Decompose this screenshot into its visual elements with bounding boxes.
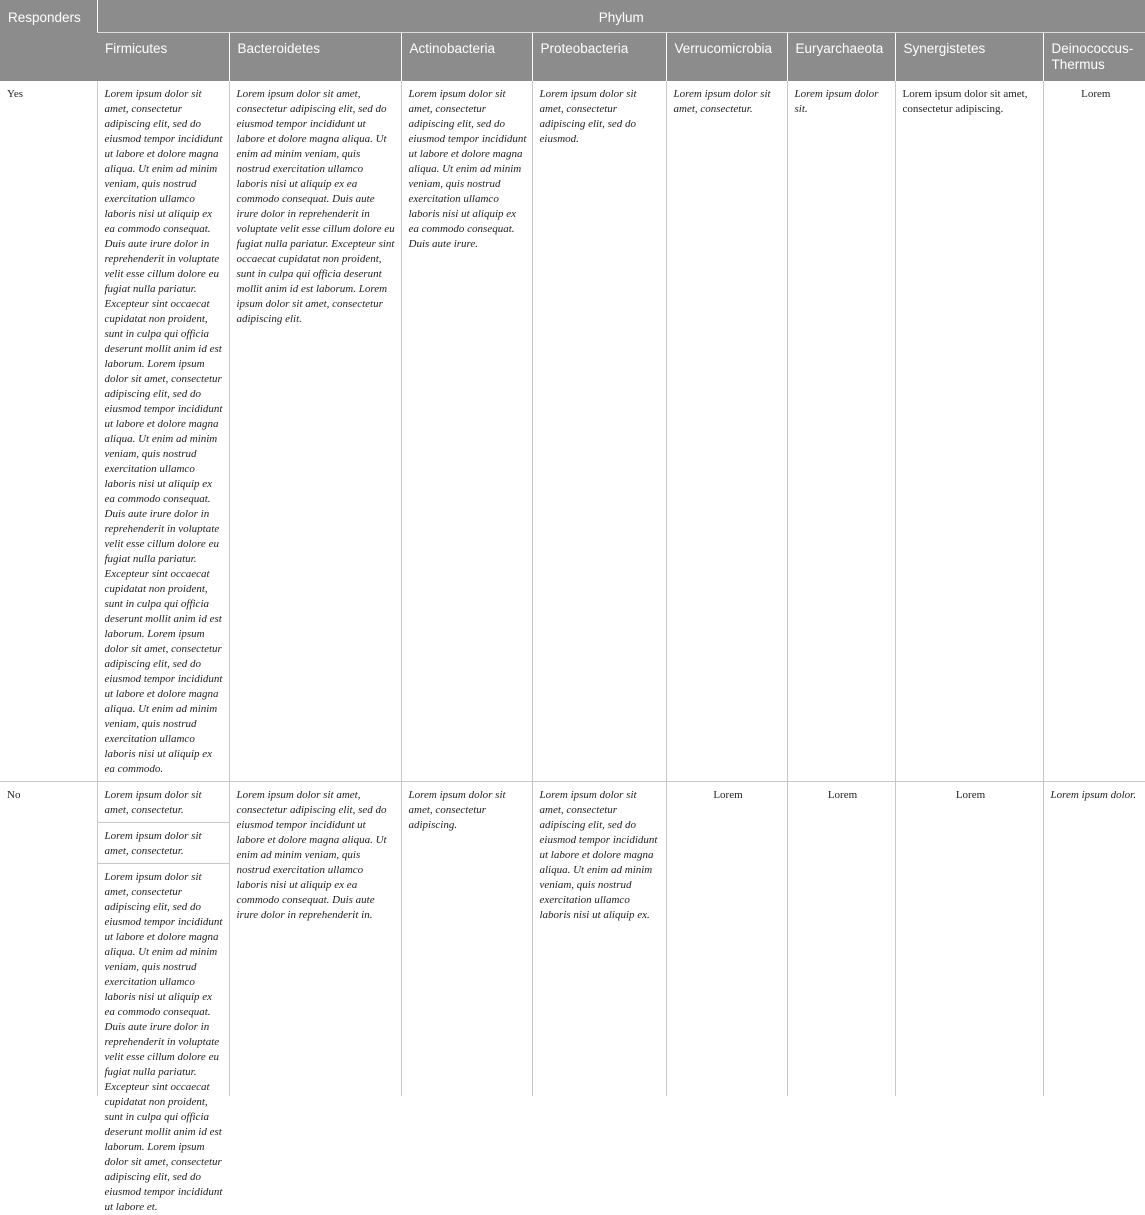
col-bacteroidetes: Bacteroidetes — [229, 33, 401, 82]
row-label: Yes — [0, 81, 97, 782]
table-cell: Lorem ipsum dolor sit amet, consectetur adipiscing elit, sed do eiusmod tempor incididunt ut labore et dolore magna aliqua. Ut enim ad minim veniam, quis nostrud exercitation ullamco laboris nisi ut aliquip ex ea commodo consequat. Duis aute irure. — [401, 81, 532, 782]
table-cell: Lorem — [787, 782, 895, 1097]
table-cell: Lorem ipsum dolor sit amet, consectetur adipiscing elit, sed do eiusmod tempor incididunt ut labore et dolore magna aliqua. Ut enim ad minim veniam, quis nostrud exercitation ullamco laboris nisi ut aliquip ex. — [532, 782, 666, 1097]
table-cell: Lorem — [666, 782, 787, 1097]
table-cell: Lorem ipsum dolor sit amet, consectetur adipiscing elit, sed do eiusmod tempor incididunt ut labore et dolore magna aliqua. Ut enim ad minim veniam, quis nostrud exercitation ullamco laboris nisi ut aliquip ex ea commodo consequat. Duis aute irure dolor in reprehenderit in voluptate velit esse cillum dolore eu fugiat nulla pariatur. Excepteur sint occaecat cupidatat non proident, sunt in culpa qui officia deserunt mollit anim id est laborum. Lorem ipsum dolor sit amet, consectetur adipiscing elit. — [229, 81, 401, 782]
table-cell: Lorem ipsum dolor. — [1043, 782, 1145, 1097]
table-cell: Lorem ipsum dolor sit amet, consectetur. — [666, 81, 787, 782]
table-cell: Lorem ipsum dolor sit. — [787, 81, 895, 782]
table-subcell: Lorem ipsum dolor sit amet, consectetur. — [98, 822, 229, 863]
table-cell: Lorem — [895, 782, 1043, 1097]
table-subcell: Lorem ipsum dolor sit amet, consectetur adipiscing elit, sed do eiusmod tempor incididunt ut labore et dolore magna aliqua. Ut enim ad minim veniam, quis nostrud exercitation ullamco laboris nisi ut aliquip ex ea commodo consequat. Duis aute irure dolor in reprehenderit in voluptate velit esse cillum dolore eu fugiat nulla pariatur. Excepteur sint occaecat cupidatat non proident, sunt in culpa qui officia deserunt mollit anim id est laborum. Lorem ipsum dolor sit amet, consectetur adipiscing elit, sed do eiusmod tempor incididunt ut labore et. — [98, 863, 229, 1096]
col-proteobacteria: Proteobacteria — [532, 33, 666, 82]
row-label: No — [7, 789, 21, 801]
phylum-header: Phylum — [97, 0, 1145, 33]
table-cell: Lorem ipsum dolor sit amet, consectetur adipiscing. — [401, 782, 532, 1097]
col-verrucomicrobia: Verrucomicrobia — [666, 33, 787, 82]
col-firmicutes: Firmicutes — [97, 33, 229, 82]
col-deinococcus-thermus: Deinococcus-Thermus — [1043, 33, 1145, 82]
col-euryarchaeota: Euryarchaeota — [787, 33, 895, 82]
responders-header: Responders — [0, 0, 97, 81]
col-actinobacteria: Actinobacteria — [401, 33, 532, 82]
table-cell: Lorem — [1043, 81, 1145, 782]
table-cell: Lorem ipsum dolor sit amet, consectetur adipiscing. — [895, 81, 1043, 782]
table-cell — [97, 782, 229, 1213]
table-cell: Lorem ipsum dolor sit amet, consectetur adipiscing elit, sed do eiusmod. — [532, 81, 666, 782]
table-cell: Lorem ipsum dolor sit amet, consectetur adipiscing elit, sed do eiusmod tempor incididunt ut labore et dolore magna aliqua. Ut enim ad minim veniam, quis nostrud exercitation ullamco laboris nisi ut aliquip ex ea commodo consequat. Duis aute irure dolor in reprehenderit in. — [229, 782, 401, 1097]
col-synergistetes: Synergistetes — [895, 33, 1043, 82]
table-row — [0, 782, 1145, 1097]
table-row — [0, 81, 1145, 782]
table-subcell: Lorem ipsum dolor sit amet, consectetur. — [104, 789, 202, 816]
table-cell: Lorem ipsum dolor sit amet, consectetur adipiscing elit, sed do eiusmod tempor incididunt ut labore et dolore magna aliqua. Ut enim ad minim veniam, quis nostrud exercitation ullamco laboris nisi ut aliquip ex ea commodo consequat. Duis aute irure dolor in reprehenderit in voluptate velit esse cillum dolore eu fugiat nulla pariatur. Excepteur sint occaecat cupidatat non proident, sunt in culpa qui officia deserunt mollit anim id est laborum. Lorem ipsum dolor sit amet, consectetur adipiscing elit, sed do eiusmod tempor incididunt ut labore et dolore magna aliqua. Ut enim ad minim veniam, quis nostrud exercitation ullamco laboris nisi ut aliquip ex ea commodo consequat. Duis aute irure dolor in reprehenderit in voluptate velit esse cillum dolore eu fugiat nulla pariatur. Excepteur sint occaecat cupidatat non proident, sunt in culpa qui officia deserunt mollit anim id est laborum. Lorem ipsum dolor sit amet, consectetur adipiscing elit, sed do eiusmod tempor incididunt ut labore et dolore magna aliqua. Ut enim ad minim veniam, quis nostrud exercitation ullamco laboris nisi ut aliquip ex ea commodo. — [97, 81, 229, 782]
